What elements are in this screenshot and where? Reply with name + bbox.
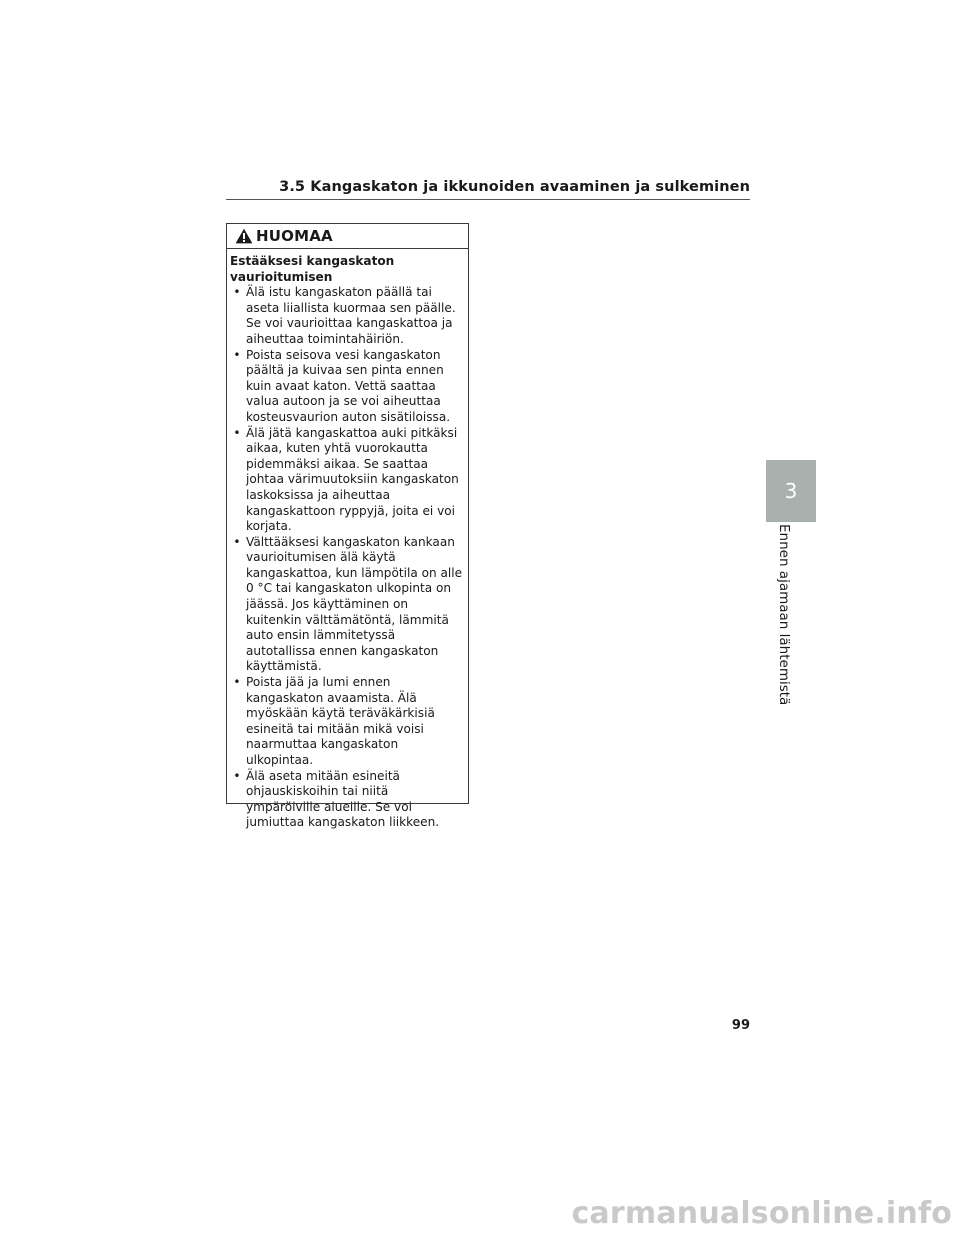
warning-triangle-icon — [235, 228, 253, 244]
chapter-number: 3 — [784, 479, 798, 503]
list-item: • Välttääksesi kangaskaton kankaan vaurioitumisen älä käytä kangaskattoa, kun lämpötila on alle 0 °C tai kangaskaton ulkopinta on jäässä. Jos käyttäminen on kuitenkin välttämätöntä, lämmitä auto ensin lämmitetyssä autotallissa ennen kangaskaton käyttämistä. — [233, 534, 463, 674]
notice-body — [227, 249, 468, 831]
page-number: 99 — [731, 1018, 750, 1033]
chapter-title: Ennen ajamaan lähtemistä — [776, 524, 792, 706]
list-item: • Poista seisova vesi kangaskaton päältä ja kuivaa sen pinta ennen kuin avaat katon. Vettä saattaa valua autoon ja se voi aiheuttaa kosteusvaurion auton sisätiloissa. — [233, 347, 451, 424]
chapter-tab — [766, 460, 816, 522]
notice-box — [226, 223, 469, 830]
header-divider — [226, 199, 750, 200]
list-item: • Älä istu kangaskaton päällä tai aseta liiallista kuormaa sen päälle. Se voi vaurioittaa kangaskattoa ja aiheuttaa toimintahäiriön. — [233, 285, 456, 346]
watermark: carmanualsonline.info — [571, 1196, 952, 1231]
list-item: • Älä aseta mitään esineitä ohjauskiskoihin tai niitä ympäröiville alueille. Se voi jumiuttaa kangaskaton liikkeen. — [233, 768, 440, 830]
list-item: • Älä jätä kangaskattoa auki pitkäksi aikaa, kuten yhtä vuorokautta pidemmäksi aikaa. Se saattaa johtaa värimuutoksiin kangaskaton laskoksissa ja aiheuttaa kangaskattoon ryppyjä, joita ei voi korjata. — [233, 425, 459, 534]
section-header: 3.5 Kangaskaton ja ikkunoiden avaaminen ja sulkeminen — [279, 179, 750, 195]
notice-list — [230, 285, 464, 831]
notice-title: HUOMAA — [256, 227, 333, 245]
list-item: • Poista jää ja lumi ennen kangaskaton avaamista. Älä myöskään käytä teräväkärkisiä esineitä tai mitään mikä voisi naarmuttaa kangaskaton ulkopintaa. — [233, 675, 435, 767]
notice-subtitle: Estääksesi kangaskaton vaurioitumisen — [230, 254, 395, 284]
notice-header — [227, 224, 468, 249]
